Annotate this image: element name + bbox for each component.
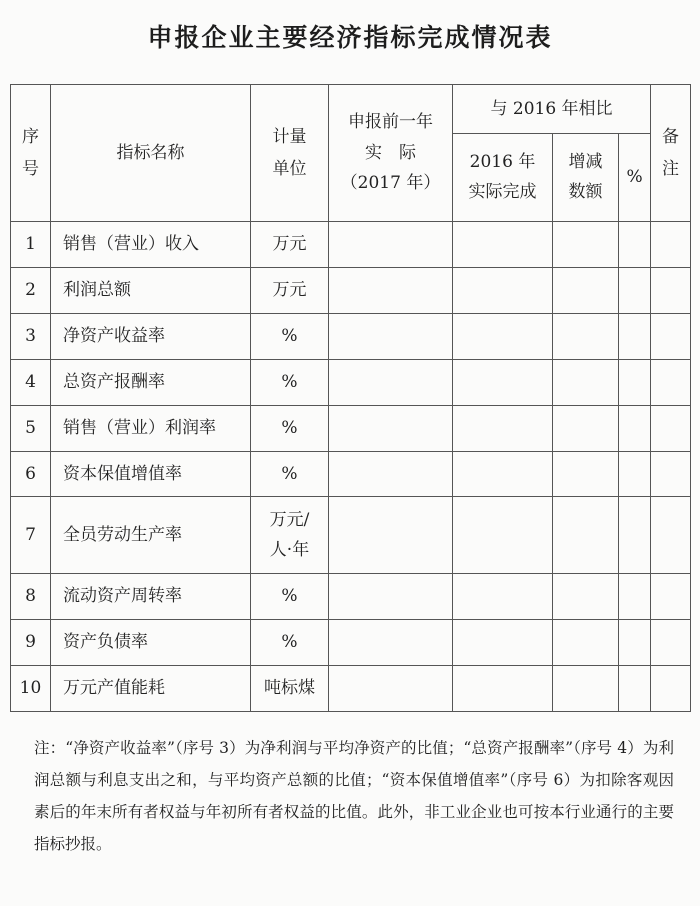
row-name: 万元产值能耗: [51, 665, 251, 711]
cell-percent[interactable]: [619, 359, 651, 405]
cell-remark[interactable]: [651, 405, 691, 451]
cell-remark[interactable]: [651, 451, 691, 497]
cell-change[interactable]: [553, 313, 619, 359]
cell-actual-2016[interactable]: [453, 267, 553, 313]
page-title: 申报企业主要经济指标完成情况表: [147, 23, 553, 52]
cell-prev-year[interactable]: [329, 497, 453, 574]
row-unit: %: [251, 451, 329, 497]
header-percent: %: [619, 134, 651, 222]
header-name: 指标名称: [51, 85, 251, 222]
table-row: [11, 221, 691, 267]
cell-remark[interactable]: [651, 619, 691, 665]
cell-prev-year[interactable]: [329, 451, 453, 497]
cell-actual-2016[interactable]: [453, 497, 553, 574]
cell-change[interactable]: [553, 497, 619, 574]
header-change: 增减 数额: [553, 134, 619, 222]
cell-change[interactable]: [553, 405, 619, 451]
cell-prev-year[interactable]: [329, 665, 453, 711]
row-name: 资产负债率: [51, 619, 251, 665]
cell-actual-2016[interactable]: [453, 405, 553, 451]
row-name: 销售（营业）利润率: [51, 405, 251, 451]
row-unit: 吨标煤: [251, 665, 329, 711]
cell-remark[interactable]: [651, 267, 691, 313]
table-row: [11, 619, 691, 665]
cell-percent[interactable]: [619, 497, 651, 574]
row-seq: 2: [11, 267, 51, 313]
cell-prev-year[interactable]: [329, 221, 453, 267]
cell-prev-year[interactable]: [329, 405, 453, 451]
cell-actual-2016[interactable]: [453, 359, 553, 405]
table-row: [11, 267, 691, 313]
cell-remark[interactable]: [651, 359, 691, 405]
cell-change[interactable]: [553, 451, 619, 497]
row-seq: 5: [11, 405, 51, 451]
cell-percent[interactable]: [619, 267, 651, 313]
row-unit: %: [251, 574, 329, 620]
row-name: 流动资产周转率: [51, 574, 251, 620]
cell-change[interactable]: [553, 619, 619, 665]
table-row: [11, 497, 691, 574]
row-unit: %: [251, 313, 329, 359]
cell-actual-2016[interactable]: [453, 619, 553, 665]
row-unit: 万元: [251, 267, 329, 313]
row-unit: %: [251, 359, 329, 405]
row-seq: 10: [11, 665, 51, 711]
header-unit: 计量单位: [251, 85, 329, 222]
indicators-table: [10, 84, 691, 712]
table-row: [11, 451, 691, 497]
header-compare: 与 2016 年相比: [453, 85, 651, 134]
row-name: 销售（营业）收入: [51, 221, 251, 267]
row-seq: 4: [11, 359, 51, 405]
cell-percent[interactable]: [619, 574, 651, 620]
cell-percent[interactable]: [619, 313, 651, 359]
header-prev-year: 申报前一年 实 际 （2017 年）: [329, 85, 453, 222]
row-seq: 7: [11, 497, 51, 574]
cell-change[interactable]: [553, 267, 619, 313]
cell-percent[interactable]: [619, 221, 651, 267]
row-unit: %: [251, 405, 329, 451]
header-row: [11, 85, 691, 134]
row-name: 全员劳动生产率: [51, 497, 251, 574]
cell-percent[interactable]: [619, 405, 651, 451]
row-seq: 3: [11, 313, 51, 359]
cell-percent[interactable]: [619, 619, 651, 665]
cell-remark[interactable]: [651, 313, 691, 359]
cell-actual-2016[interactable]: [453, 451, 553, 497]
header-seq: 序号: [11, 85, 51, 222]
cell-remark[interactable]: [651, 497, 691, 574]
cell-prev-year[interactable]: [329, 359, 453, 405]
cell-prev-year[interactable]: [329, 313, 453, 359]
table-row: [11, 359, 691, 405]
row-name: 净资产收益率: [51, 313, 251, 359]
footnote: 注：“净资产收益率”（序号 3）为净利润与平均净资产的比值；“总资产报酬率”（序号 4）为利润总额与利息支出之和，与平均资产总额的比值；“资本保值增值率”（序号 6）为扣除客观因素后的年末所有者权益与年初所有者权益的比值。此外，非工业企业也可按本行业通行的主要指标抄报。: [34, 739, 674, 853]
cell-percent[interactable]: [619, 665, 651, 711]
row-seq: 8: [11, 574, 51, 620]
row-unit: 万元: [251, 221, 329, 267]
header-actual-2016: 2016 年 实际完成: [453, 134, 553, 222]
cell-prev-year[interactable]: [329, 619, 453, 665]
cell-remark[interactable]: [651, 574, 691, 620]
cell-actual-2016[interactable]: [453, 313, 553, 359]
row-unit: %: [251, 619, 329, 665]
table-row: [11, 313, 691, 359]
header-remark: 备注: [651, 85, 691, 222]
row-seq: 9: [11, 619, 51, 665]
row-unit: 万元/ 人·年: [251, 497, 329, 574]
row-name: 利润总额: [51, 267, 251, 313]
cell-change[interactable]: [553, 574, 619, 620]
cell-prev-year[interactable]: [329, 574, 453, 620]
cell-prev-year[interactable]: [329, 267, 453, 313]
cell-change[interactable]: [553, 221, 619, 267]
table-row: [11, 405, 691, 451]
row-seq: 6: [11, 451, 51, 497]
cell-change[interactable]: [553, 359, 619, 405]
row-name: 资本保值增值率: [51, 451, 251, 497]
cell-remark[interactable]: [651, 221, 691, 267]
cell-actual-2016[interactable]: [453, 665, 553, 711]
cell-remark[interactable]: [651, 665, 691, 711]
row-name: 总资产报酬率: [51, 359, 251, 405]
cell-actual-2016[interactable]: [453, 221, 553, 267]
cell-percent[interactable]: [619, 451, 651, 497]
cell-change[interactable]: [553, 665, 619, 711]
cell-actual-2016[interactable]: [453, 574, 553, 620]
row-seq: 1: [11, 221, 51, 267]
table-row: [11, 665, 691, 711]
table-row: [11, 574, 691, 620]
